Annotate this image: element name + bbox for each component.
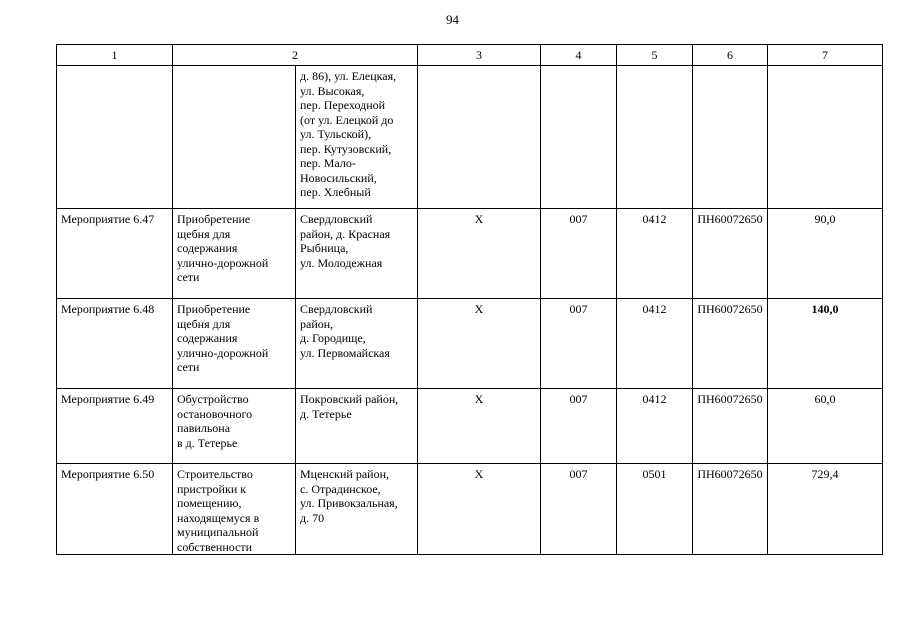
- header-cell-2: 2: [173, 45, 418, 66]
- cell-grbs: X: [418, 389, 541, 464]
- cell-name: [173, 66, 296, 209]
- cell-id: Мероприятие 6.48: [57, 299, 173, 389]
- address-line: д. Тетерье: [300, 406, 352, 421]
- name-line: содержания: [177, 241, 238, 255]
- name-line: в д. Тетерье: [177, 435, 238, 450]
- table-row: [57, 209, 883, 299]
- name-line: павильона: [177, 421, 231, 435]
- cell-code: [541, 66, 617, 209]
- cell-address: [296, 66, 418, 209]
- cell-section: 0501: [617, 464, 693, 555]
- table-row: [57, 299, 883, 389]
- address-line: д. 86), ул. Елецкая,: [300, 69, 397, 83]
- cell-name: [173, 209, 296, 299]
- cell-article: ПН60072650: [693, 209, 768, 299]
- budget-table: [56, 44, 883, 555]
- name-line: содержания: [177, 331, 238, 345]
- address-line: (от ул. Елецкой до: [300, 112, 394, 127]
- cell-grbs: X: [418, 464, 541, 555]
- header-cell-7: 7: [768, 45, 883, 66]
- cell-code: 007: [541, 464, 617, 555]
- cell-article: [693, 66, 768, 209]
- cell-address: [296, 299, 418, 389]
- header-cell-1: 1: [57, 45, 173, 66]
- cell-grbs: X: [418, 209, 541, 299]
- cell-grbs: X: [418, 299, 541, 389]
- cell-name: [173, 464, 296, 555]
- cell-address: [296, 464, 418, 555]
- name-line: сети: [177, 270, 200, 284]
- name-line: щебня для: [177, 316, 231, 331]
- address-line: ул. Привокзальная,: [300, 496, 398, 510]
- name-line: Обустройство: [177, 392, 249, 406]
- name-line: помещению,: [177, 496, 242, 510]
- address-line: пер. Кутузовский,: [300, 141, 392, 156]
- name-line: находящемуся в: [177, 510, 260, 525]
- address-line: Покровский район,: [300, 392, 399, 406]
- address-line: ул. Молодежная: [300, 255, 383, 270]
- cell-amount: 729,4: [768, 464, 883, 555]
- cell-id: Мероприятие 6.47: [57, 209, 173, 299]
- table-row-continuation: [57, 66, 883, 209]
- header-row: [57, 45, 883, 66]
- cell-id: Мероприятие 6.50: [57, 464, 173, 555]
- address-line: Свердловский: [300, 302, 373, 316]
- cell-amount: 90,0: [768, 209, 883, 299]
- address-line: д. 70: [300, 510, 325, 525]
- cell-code: 007: [541, 209, 617, 299]
- address-line: ул. Первомайская: [300, 345, 390, 360]
- address-line: д. Городище,: [300, 331, 366, 345]
- name-line: пристройки к: [177, 481, 247, 496]
- name-line: улично-дорожной: [177, 345, 269, 360]
- page-number: 94: [446, 12, 459, 27]
- address-line: Свердловский: [300, 212, 373, 226]
- address-line: пер. Хлебный: [300, 185, 371, 199]
- table-row: [57, 389, 883, 464]
- address-line: пер. Переходной: [300, 98, 386, 112]
- header-cell-3: 3: [418, 45, 541, 66]
- address-line: район,: [300, 316, 334, 331]
- cell-name: [173, 299, 296, 389]
- cell-code: 007: [541, 389, 617, 464]
- header-cell-6: 6: [693, 45, 768, 66]
- name-line: муниципальной: [177, 525, 259, 539]
- name-line: Строительство: [177, 467, 253, 481]
- address-line: ул. Тульской),: [300, 127, 372, 141]
- name-line: собственности: [177, 539, 253, 554]
- address-line: с. Отрадинское,: [300, 481, 381, 496]
- cell-article: ПН60072650: [693, 464, 768, 555]
- name-line: Приобретение: [177, 212, 251, 226]
- cell-section: 0412: [617, 299, 693, 389]
- cell-id: [57, 66, 173, 209]
- cell-section: [617, 66, 693, 209]
- cell-section: 0412: [617, 389, 693, 464]
- name-line: улично-дорожной: [177, 255, 269, 270]
- address-line: район, д. Красная: [300, 226, 391, 241]
- address-line: Мценский район,: [300, 467, 390, 481]
- name-line: Приобретение: [177, 302, 251, 316]
- cell-grbs: [418, 66, 541, 209]
- cell-article: ПН60072650: [693, 389, 768, 464]
- cell-amount: [768, 66, 883, 209]
- address-line: Рыбница,: [300, 241, 349, 255]
- cell-article: ПН60072650: [693, 299, 768, 389]
- cell-name: [173, 389, 296, 464]
- cell-address: [296, 389, 418, 464]
- cell-amount: 60,0: [768, 389, 883, 464]
- cell-id: Мероприятие 6.49: [57, 389, 173, 464]
- cell-section: 0412: [617, 209, 693, 299]
- cell-amount: 140,0: [768, 299, 883, 389]
- table-row: [57, 464, 883, 555]
- address-line: Новосильский,: [300, 170, 377, 185]
- cell-code: 007: [541, 299, 617, 389]
- name-line: остановочного: [177, 406, 253, 421]
- header-cell-5: 5: [617, 45, 693, 66]
- cell-address: [296, 209, 418, 299]
- address-line: ул. Высокая,: [300, 83, 365, 98]
- name-line: сети: [177, 360, 200, 374]
- header-cell-4: 4: [541, 45, 617, 66]
- address-line: пер. Мало-: [300, 156, 356, 170]
- name-line: щебня для: [177, 226, 231, 241]
